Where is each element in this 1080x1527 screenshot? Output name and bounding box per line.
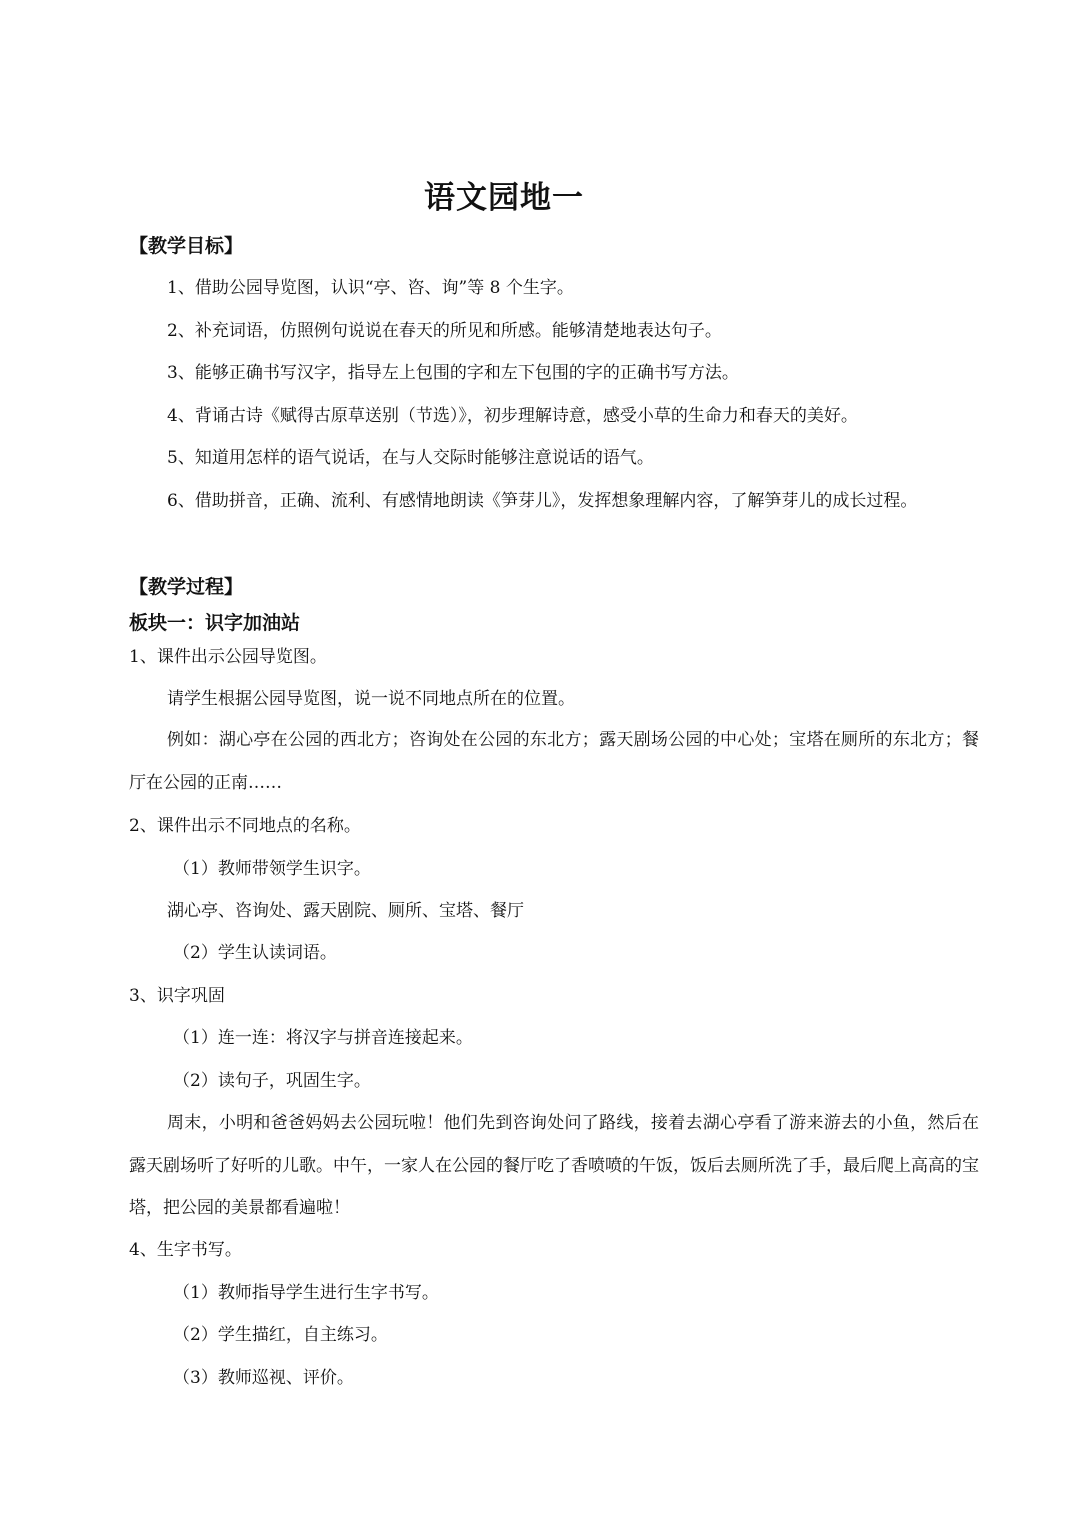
objective-item: 3、能够正确书写汉字，指导左上包围的字和左下包围的字的正确书写方法。 <box>167 363 739 383</box>
step-1-text: 请学生根据公园导览图，说一说不同地点所在的位置。 <box>167 689 575 709</box>
objective-item: 1、借助公园导览图，认识“亭、咨、询”等 8 个生字。 <box>167 278 574 298</box>
step-2-words: 湖心亭、咨询处、露天剧院、厕所、宝塔、餐厅 <box>167 901 524 921</box>
step-3-sub-1: （1）连一连：将汉字与拼音连接起来。 <box>173 1028 473 1048</box>
step-1-example: 例如：湖心亭在公园的西北方；咨询处在公园的东北方；露天剧场公园的中心处；宝塔在厕所的东北方；餐厅在公园的正南…… <box>129 730 979 793</box>
step-2: 2、课件出示不同地点的名称。 <box>129 816 361 836</box>
step-4-sub-3: （3）教师巡视、评价。 <box>173 1368 354 1388</box>
step-4-sub-2: （2）学生描红，自主练习。 <box>173 1325 388 1345</box>
step-4: 4、生字书写。 <box>129 1240 242 1260</box>
objective-item: 4、背诵古诗《赋得古原草送别（节选）》，初步理解诗意，感受小草的生命力和春天的美好。 <box>167 406 858 426</box>
process-heading: 【教学过程】 <box>129 576 244 598</box>
page-title: 语文园地一 <box>424 180 584 216</box>
objective-item: 5、知道用怎样的语气说话，在与人交际时能够注意说话的语气。 <box>167 448 654 468</box>
step-1: 1、课件出示公园导览图。 <box>129 647 327 667</box>
step-3-sub-2: （2）读句子，巩固生字。 <box>173 1071 371 1091</box>
objective-item: 2、补充词语，仿照例句说说在春天的所见和所感。能够清楚地表达句子。 <box>167 321 722 341</box>
objective-item: 6、借助拼音，正确、流利、有感情地朗读《笋芽儿》，发挥想象理解内容，了解笋芽儿的成长过程。 <box>167 491 918 511</box>
step-2-sub-2: （2）学生认读词语。 <box>173 943 337 963</box>
step-3-story: 周末，小明和爸爸妈妈去公园玩啦！他们先到咨询处问了路线，接着去湖心亭看了游来游去的小鱼，然后在露天剧场听了好听的儿歌。中午，一家人在公园的餐厅吃了香喷喷的午饭，饭后去厕所洗了手，最后爬上高高的宝塔，把公园的美景都看遍啦！ <box>129 1113 979 1218</box>
step-2-sub-1: （1）教师带领学生识字。 <box>173 859 371 879</box>
step-4-sub-1: （1）教师指导学生进行生字书写。 <box>173 1283 439 1303</box>
step-3: 3、识字巩固 <box>129 986 225 1006</box>
block1-heading: 板块一：识字加油站 <box>129 612 301 634</box>
objectives-heading: 【教学目标】 <box>129 235 244 257</box>
